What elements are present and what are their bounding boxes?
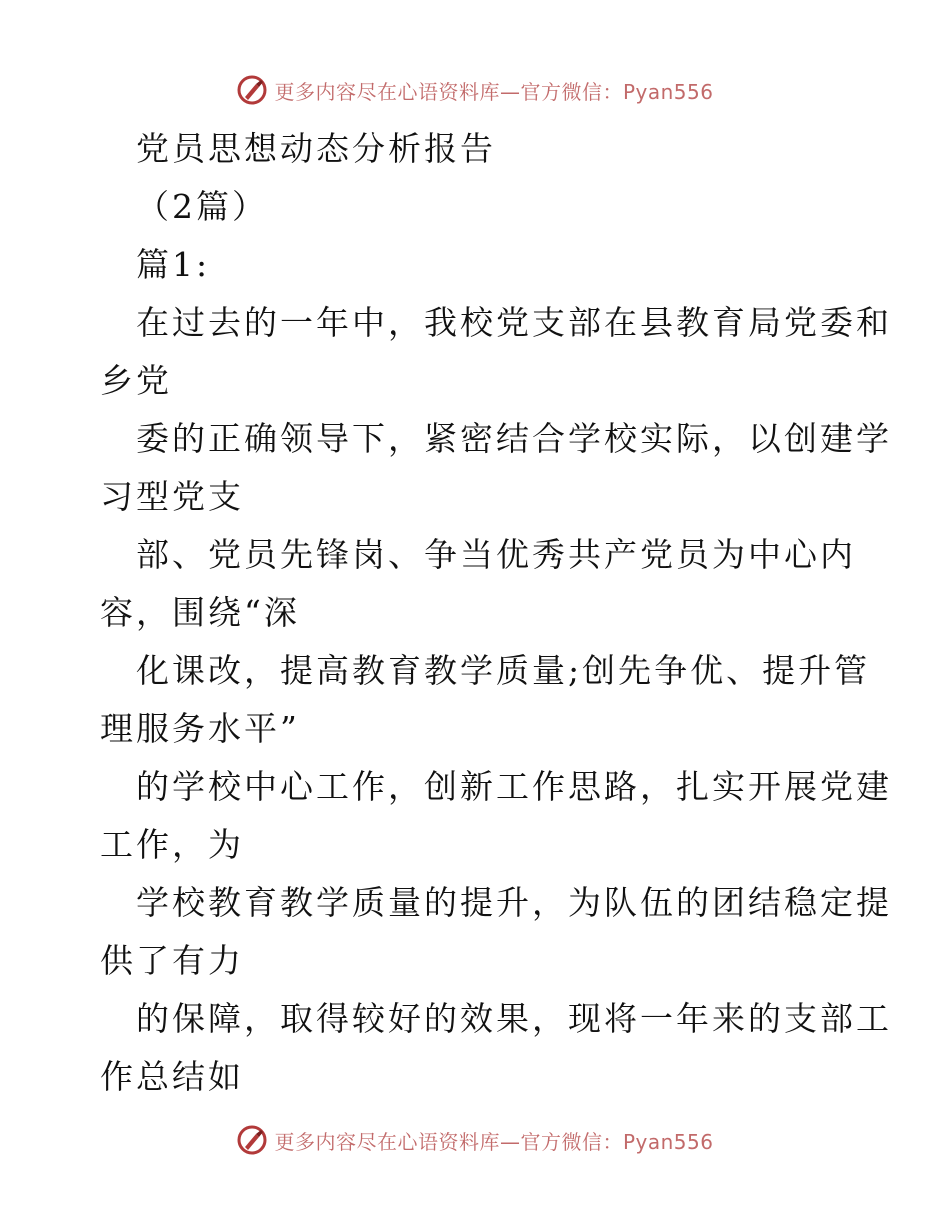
paragraph-line: 学校教育教学质量的提升，为队伍的团结稳定提	[136, 883, 892, 922]
document-subtitle: （2篇）	[136, 187, 268, 226]
paragraph-line: 的保障，取得较好的效果，现将一年来的支部工	[136, 999, 892, 1038]
header-banner-text: 更多内容尽在心语资料库—官方微信：Pyan556	[274, 79, 714, 104]
paragraph-line: 乡党	[100, 361, 172, 400]
paragraph-line: 部、党员先锋岗、争当优秀共产党员为中心内	[136, 535, 856, 574]
paragraph-line: 的学校中心工作，创新工作思路，扎实开展党建	[136, 767, 892, 806]
document-title: 党员思想动态分析报告	[136, 129, 496, 168]
paragraph-line: 化课改，提高教育教学质量;创先争优、提升管	[136, 651, 871, 690]
paragraph-line: 供了有力	[100, 941, 244, 980]
section-heading: 篇1:	[136, 245, 211, 284]
pen-nib-logo-icon	[236, 1124, 268, 1156]
footer-banner	[0, 1120, 950, 1160]
paragraph-line: 作总结如	[100, 1057, 244, 1096]
paragraph-line: 委的正确领导下，紧密结合学校实际，以创建学	[136, 419, 892, 458]
paragraph-line: 理服务水平”	[100, 709, 300, 748]
document-body	[100, 120, 892, 1106]
paragraph-line: 容，围绕“深	[100, 593, 300, 632]
paragraph-line: 在过去的一年中，我校党支部在县教育局党委和	[136, 303, 892, 342]
footer-banner-text: 更多内容尽在心语资料库—官方微信：Pyan556	[274, 1129, 714, 1154]
paragraph-line: 工作，为	[100, 825, 244, 864]
paragraph-line: 习型党支	[100, 477, 244, 516]
pen-nib-logo-icon	[236, 74, 268, 106]
header-banner	[0, 70, 950, 110]
